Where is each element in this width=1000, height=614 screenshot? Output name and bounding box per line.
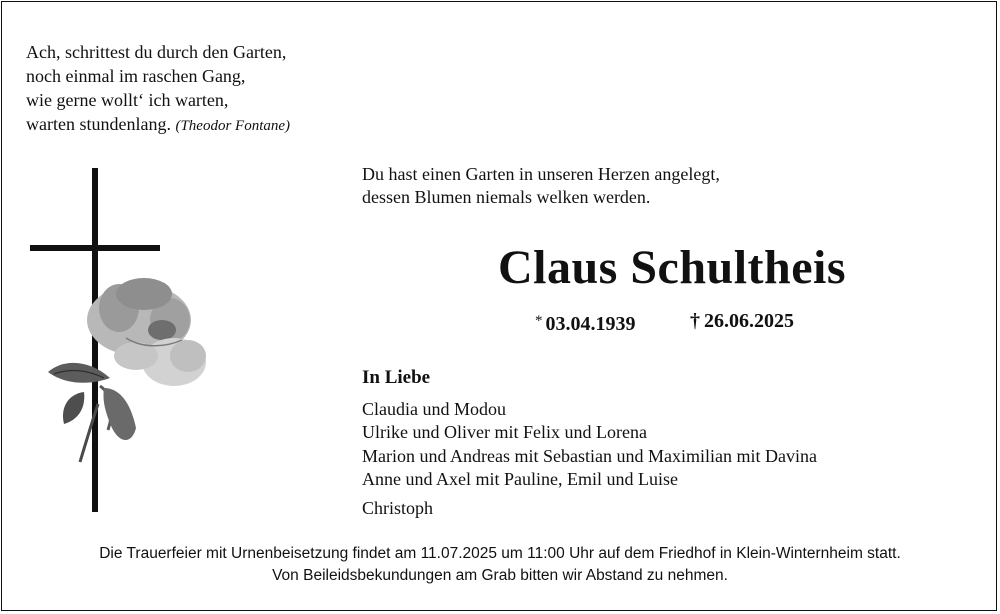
family-member: Marion und Andreas mit Sebastian und Maximilian mit Davina [362, 445, 817, 466]
family-list [362, 366, 817, 520]
death-date-line [690, 308, 794, 334]
poem-line [26, 112, 290, 138]
poem-line: Ach, schrittest du durch den Garten, [26, 42, 287, 62]
memorial-quote [362, 163, 720, 209]
family-member: Ulrike und Oliver mit Felix und Lorena [362, 422, 647, 442]
family-member-extra: Christoph [362, 497, 434, 518]
funeral-info-line: Die Trauerfeier mit Urnenbeisetzung findet am 11.07.2025 um 11:00 Uhr auf dem Friedhof in Klein-Winternheim statt. [99, 545, 901, 562]
quote-line: dessen Blumen niemals welken werden. [362, 187, 651, 207]
death-date: 26.06.2025 [704, 310, 794, 332]
family-member: Anne und Axel mit Pauline, Emil und Luise [362, 469, 678, 489]
poem [26, 40, 290, 138]
flower-icon [48, 278, 206, 462]
poem-line-text: warten stundenlang. [26, 114, 171, 134]
funeral-info-line: Von Beileidsbekundungen am Grab bitten wir Abstand zu nehmen. [272, 567, 728, 584]
poem-line: wie gerne wollt‘ ich warten, [26, 90, 229, 110]
family-heading: In Liebe [362, 367, 431, 388]
birth-date-line [535, 308, 636, 337]
deceased-name: Claus Schultheis [497, 241, 847, 294]
poem-line: noch einmal im raschen Gang, [26, 66, 246, 86]
funeral-info [2, 543, 998, 587]
birth-symbol: * [535, 313, 543, 329]
quote-line: Du hast einen Garten in unseren Herzen angelegt, [362, 164, 720, 184]
obituary-notice [1, 1, 997, 611]
cross-with-flower-illustration [24, 162, 224, 512]
birth-date: 03.04.1939 [545, 313, 636, 335]
family-member: Claudia und Modou [362, 398, 506, 419]
poem-author: (Theodor Fontane) [175, 118, 291, 134]
death-symbol: † [690, 310, 700, 332]
